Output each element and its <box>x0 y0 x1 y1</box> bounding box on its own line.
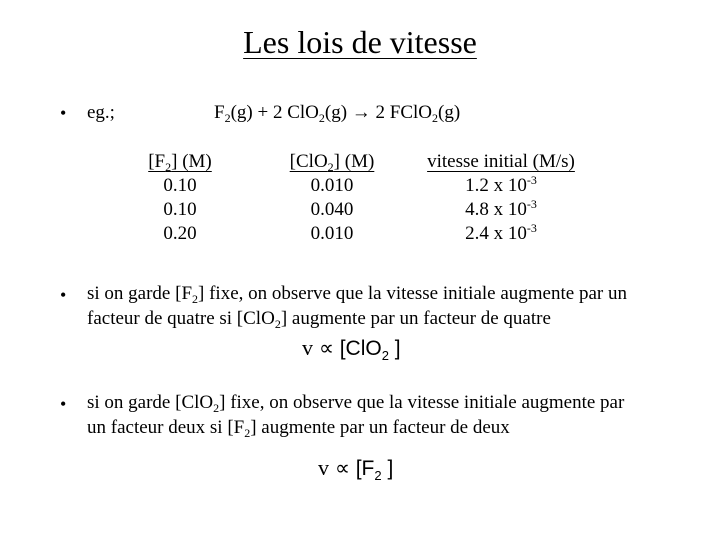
bullet-point-1: • <box>60 285 67 305</box>
table-header-clo2: [ClO$_2$] (M) <box>289 151 375 174</box>
table-cell: 0.10 <box>163 175 197 196</box>
page-title: Les lois de vitesse <box>243 24 477 60</box>
table-cell: 0.040 <box>310 199 354 220</box>
proportional-symbol: ∝ <box>334 457 350 480</box>
proportional-symbol: ∝ <box>318 337 334 360</box>
bullet-example: • <box>60 103 67 123</box>
example-label: eg.; <box>87 102 115 123</box>
table-column-clo2 <box>262 150 402 246</box>
point-1-text: si on garde $[F_2]$ fixe, on observe que la vitesse initiale augmente par un facteur de quatre si [ClO$_2$] augmente par un facteur de quatre <box>87 283 627 331</box>
rate-law-clo2: v ∝ [ClO$_2$ ] <box>302 335 401 363</box>
rate-law-f2: $v \propto [F_2$ ] <box>318 455 394 483</box>
table-cell: 0.010 <box>310 223 354 244</box>
reaction-equation: $F_2(g) + 2$ ClO$_2$(g) → 2 FClO$_2$(g) <box>214 102 461 125</box>
reaction-arrow: → <box>351 102 371 123</box>
table-cell: 4.8 x $10^{-3}$ <box>465 197 537 220</box>
bullet-point-2: • <box>60 394 67 414</box>
table-cell: 2.4 x $10^{-3}$ <box>465 221 537 244</box>
table-header-f2: $[F_2]$ (M) <box>148 151 212 174</box>
table-column-f2 <box>120 150 240 246</box>
table-cell: 0.10 <box>163 199 197 220</box>
table-cell: 0.010 <box>310 175 354 196</box>
table-column-rate <box>405 150 597 246</box>
point-2-text: si on garde [ClO$_2$] fixe, on observe que la vitesse initiale augmente par un facteur deux si $[F_2]$ augmente par un facteur de deux <box>87 392 625 440</box>
table-cell: 0.20 <box>163 223 197 244</box>
table-header-rate: vitesse initial (M/s) <box>427 151 575 172</box>
table-cell: 1.2 x $10^{-3}$ <box>465 173 537 196</box>
